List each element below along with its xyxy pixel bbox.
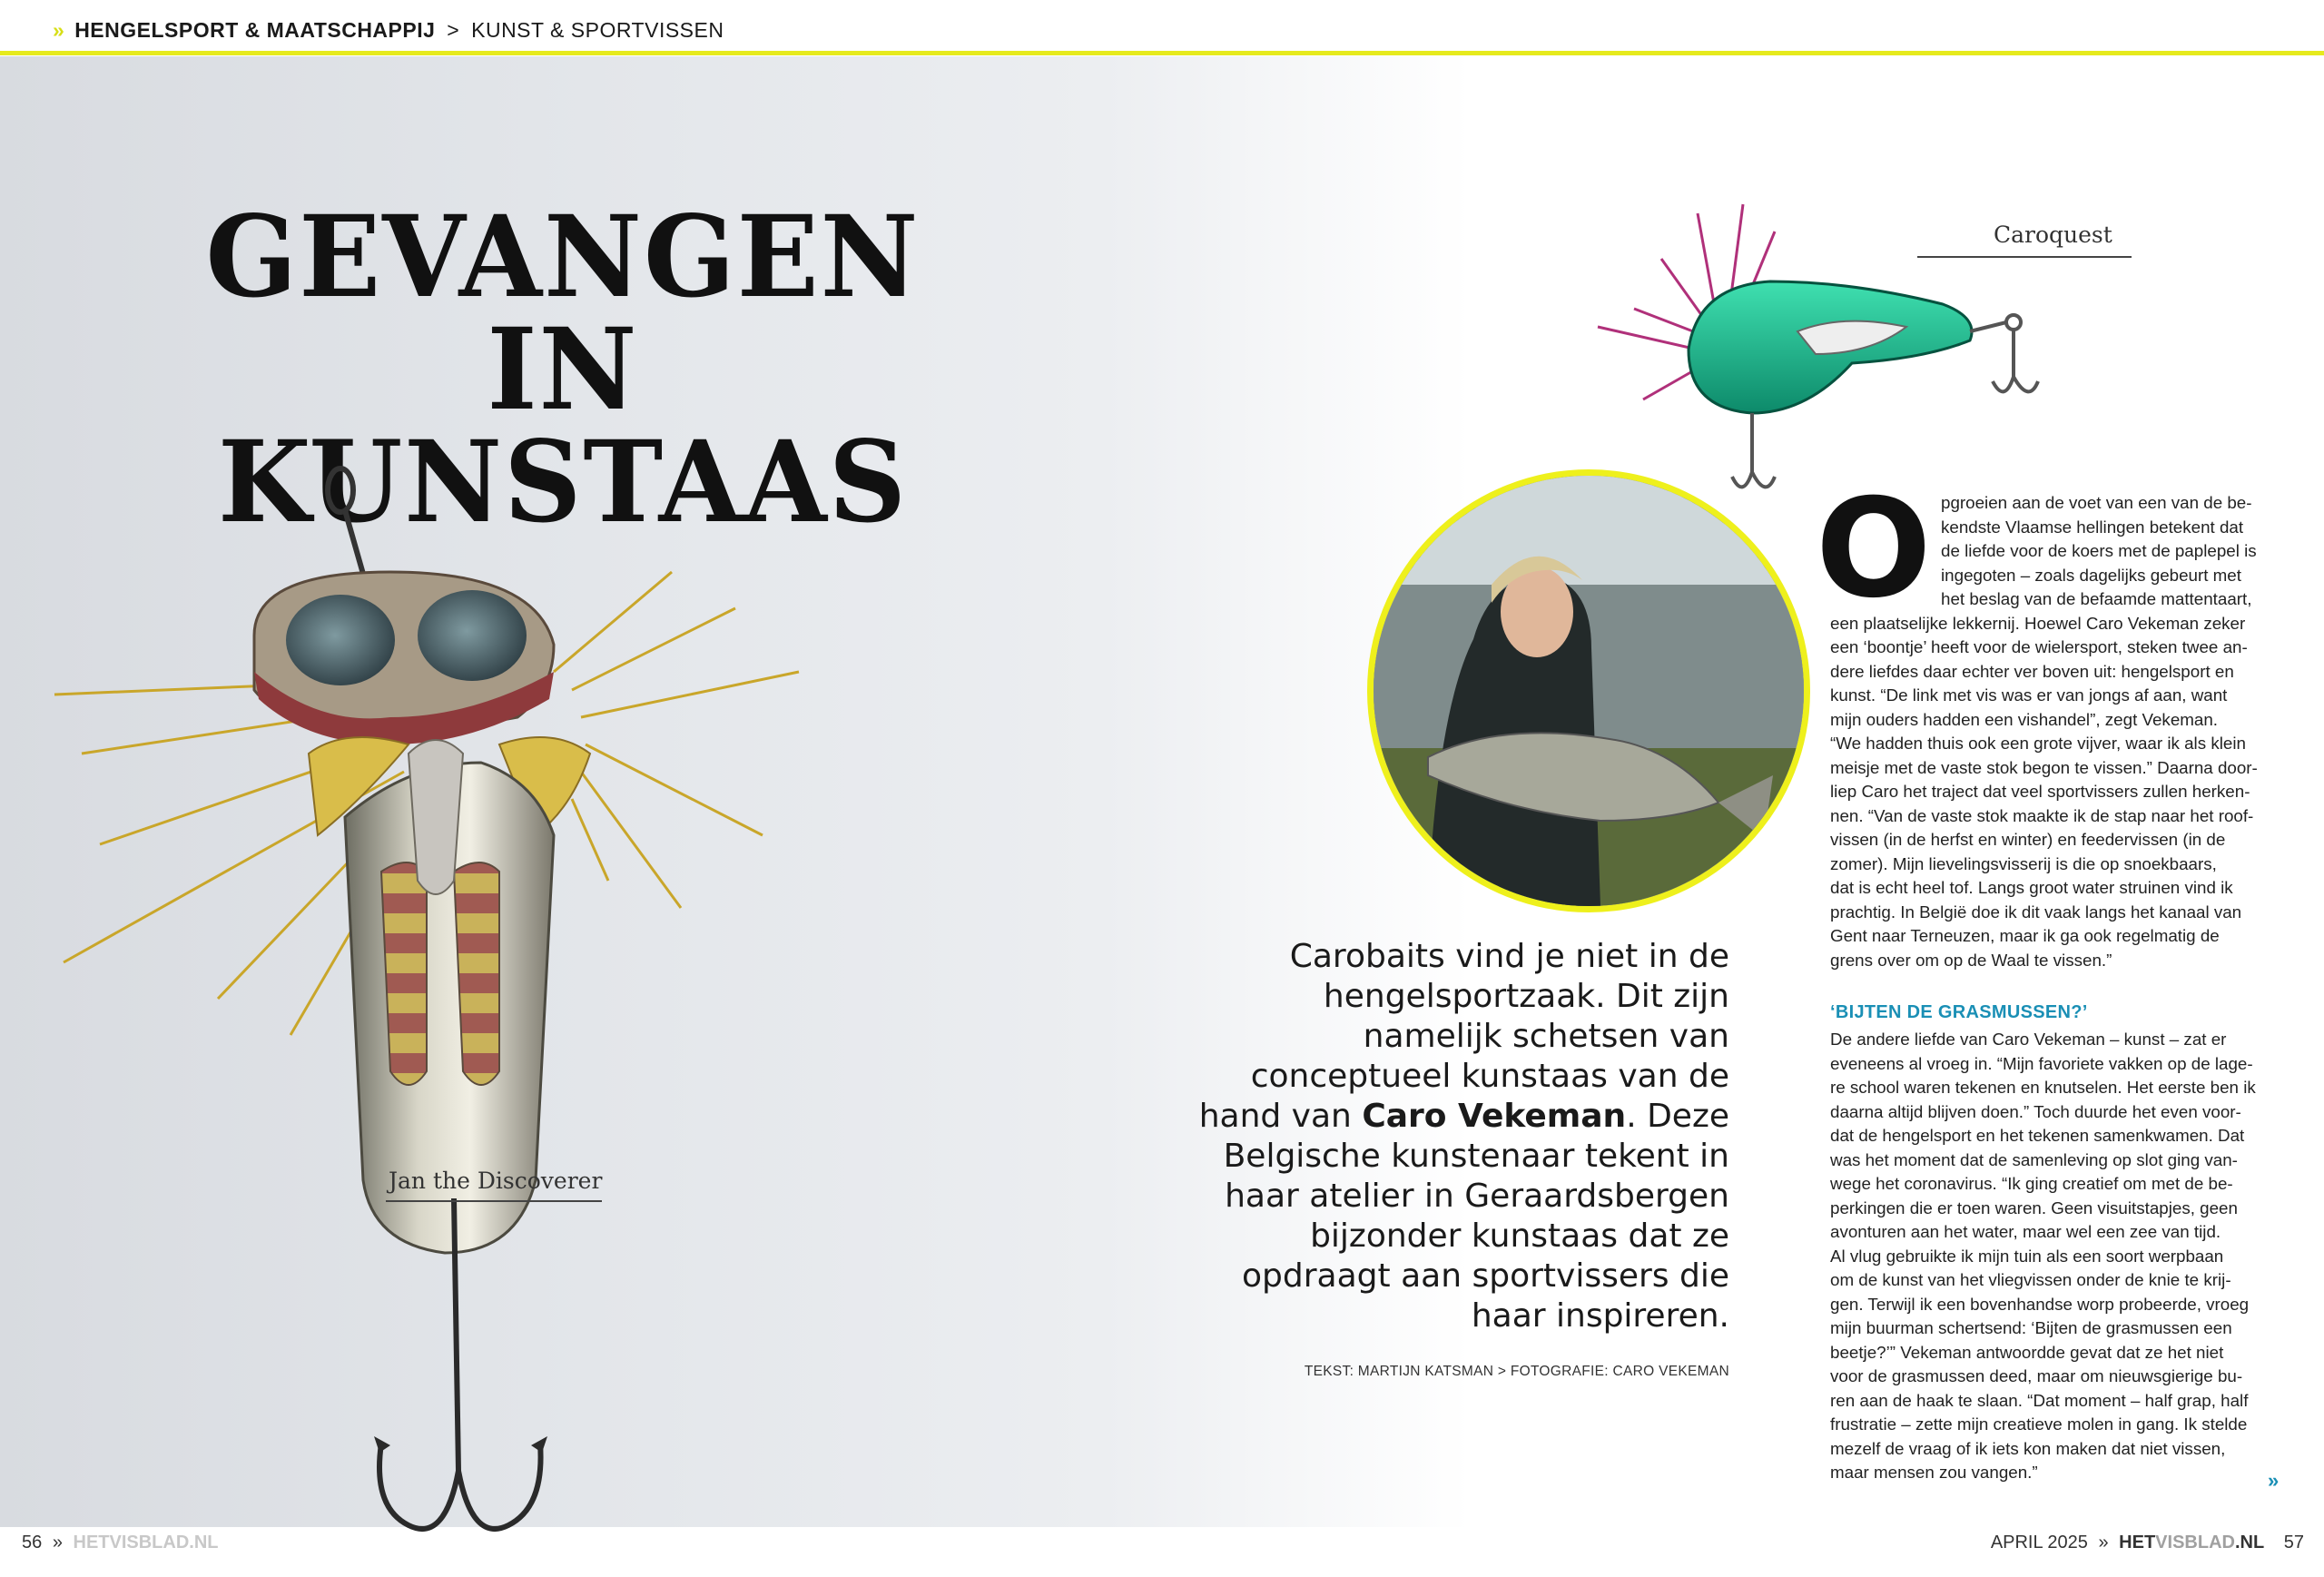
title-line-2: KUNSTAAS — [217, 415, 908, 548]
top-bar — [0, 0, 2324, 56]
chevron-icon: » — [53, 18, 65, 42]
body-line: het beslag van de befaamde mattentaart, — [1941, 589, 2252, 608]
body-line: maar mensen zou vangen.” — [1830, 1463, 2038, 1482]
drop-cap: O — [1816, 470, 1932, 628]
body-line: Gent naar Terneuzen, maar ik ga ook regelmatig de — [1830, 926, 2220, 945]
footer-left — [22, 1533, 219, 1553]
intro-text — [1198, 937, 1729, 1336]
body-line: Al vlug gebruikte ik mijn tuin als een soort werpbaan — [1830, 1246, 2224, 1266]
body-line: een ‘boontje’ heeft voor de wielersport, steken twee an- — [1830, 637, 2248, 656]
brand-het-right[interactable]: HET — [2119, 1533, 2156, 1552]
body-line: kunst. “De link met vis was er van jongs af aan, want — [1830, 685, 2228, 705]
body-text-2 — [1830, 1028, 2293, 1485]
body-line: pgroeien aan de voet van een van de be- — [1941, 493, 2252, 512]
body-line: eveneens al vroeg in. “Mijn favoriete vakken op de lage- — [1830, 1053, 2253, 1073]
brand-visblad-right[interactable]: VISBLAD — [2155, 1533, 2235, 1552]
body-line: De andere liefde van Caro Vekeman – kunst – zat er — [1830, 1030, 2227, 1049]
body-line: dat de hengelsport en het tekenen samenkwamen. Dat — [1830, 1126, 2245, 1145]
body-line: avonturen aan het water, maar wel een zee van tijd. — [1830, 1222, 2221, 1241]
brand-nl-left: .NL — [189, 1533, 219, 1552]
angler-photo-graphic — [1374, 476, 1804, 906]
footer-chevron-right: » — [2098, 1533, 2109, 1552]
brand-nl-right[interactable]: .NL — [2234, 1533, 2265, 1552]
body-line: mijn buurman schertsend: ‘Bijten de grasmussen een — [1830, 1318, 2232, 1337]
body-line: grens over om op de Waal te vissen.” — [1830, 950, 2112, 970]
body-line: mezelf de vraag of ik iets kon maken dat niet vissen, — [1830, 1438, 2226, 1458]
page-number-right: 57 — [2283, 1533, 2304, 1552]
body-line: dat is echt heel tof. Langs groot water struinen vind ik — [1830, 878, 2233, 897]
breadcrumb-section[interactable]: HENGELSPORT & MAATSCHAPPIJ — [74, 18, 436, 42]
label-main-lure: Jan the Discoverer — [389, 1168, 603, 1194]
body-line: de liefde voor de koers met de paplepel is — [1941, 541, 2257, 560]
body-line: “We hadden thuis ook een grote vijver, waar ik als klein — [1830, 734, 2246, 753]
body-line: perkingen die er toen waren. Geen visuitstapjes, geen — [1830, 1198, 2238, 1217]
body-line: om de kunst van het vliegvissen onder de knie te krij- — [1830, 1270, 2231, 1289]
body-line: re school waren tekenen en knutselen. Het eerste ben ik — [1830, 1078, 2256, 1097]
body-line: frustratie – zette mijn creatieve molen in gang. Ik stelde — [1830, 1414, 2248, 1434]
body-line: ingegoten – zoals dagelijks gebeurt met — [1941, 565, 2241, 585]
body-line: dere liefdes daar echter ver boven uit: hengelsport en — [1830, 661, 2234, 681]
subheading: ‘BIJTEN DE GRASMUSSEN?’ — [1830, 1002, 2088, 1022]
header-rule — [0, 51, 2324, 55]
body-line: ren aan de haak te slaan. “Dat moment – half grap, half — [1830, 1390, 2249, 1410]
angler-photo — [1367, 469, 1810, 912]
body-line: meisje met de vaste stok begon te vissen.” Daarna door- — [1830, 757, 2258, 777]
footer-chevron-left: » — [52, 1533, 63, 1552]
body-line: kendste Vlaamse hellingen betekent dat — [1941, 517, 2244, 537]
brand-visblad-left: VISBLAD — [109, 1533, 190, 1552]
body-line: mijn ouders hadden een vishandel”, zegt Vekeman. — [1830, 709, 2219, 729]
body-line: prachtig. In België doe ik dit vaak langs het kanaal van — [1830, 902, 2242, 922]
body-line: was het moment dat de samenleving op slot ging van- — [1830, 1149, 2238, 1169]
label-main-lure-line — [386, 1200, 602, 1202]
issue-date: APRIL 2025 — [1990, 1533, 2088, 1552]
intro-text-end: . Deze Belgische kunstenaar tekent in haar atelier in Geraardsbergen bijzonder kunstaas dat ze opdraagt aan sportvissers die haar inspireren. — [1223, 1098, 1729, 1335]
label-small-lure: Caroquest — [1994, 222, 2112, 248]
lure-illustration — [45, 454, 1226, 1543]
footer-right — [1991, 1533, 2304, 1553]
label-small-lure-line — [1917, 256, 2132, 258]
intro-text-start: Carobaits vind je niet in de hengelsportzaak. Dit zijn namelijk schetsen van conceptueel kunstaas van de hand van — [1198, 938, 1729, 1135]
brand-het-left: HET — [73, 1533, 110, 1552]
breadcrumb-subsection[interactable]: KUNST & SPORTVISSEN — [471, 18, 724, 42]
lure-illustration-small — [1580, 195, 2052, 504]
body-line: daarna altijd blijven doen.” Toch duurde het even voor- — [1830, 1101, 2241, 1121]
breadcrumb — [53, 18, 724, 43]
page-number-left: 56 — [22, 1533, 43, 1552]
body-line: gen. Terwijl ik een bovenhandse worp probeerde, vroeg — [1830, 1294, 2250, 1314]
continue-icon[interactable]: » — [2268, 1469, 2280, 1492]
title-line-1: GEVANGEN IN — [205, 190, 921, 436]
credits: TEKST: MARTIJN KATSMAN > FOTOGRAFIE: CARO VEKEMAN — [1304, 1364, 1729, 1379]
body-line: beetje?’” Vekeman antwoordde gevat dat ze het niet — [1830, 1342, 2224, 1362]
body-text-1 — [1830, 491, 2293, 972]
body-line: liep Caro het traject dat veel sportvissers zullen herken- — [1830, 782, 2250, 801]
artist-name: Caro Vekeman — [1362, 1098, 1627, 1135]
body-line: wege het coronavirus. “Ik ging creatief om met de be- — [1830, 1174, 2233, 1193]
breadcrumb-separator: > — [447, 18, 460, 42]
body-line: zomer). Mijn lievelingsvisserij is die op snoekbaars, — [1830, 853, 2217, 873]
body-line: nen. “Van de vaste stok maakte ik de stap naar het roof- — [1830, 805, 2254, 825]
body-line: voor de grasmussen deed, maar om nieuwsgierige bu- — [1830, 1366, 2243, 1385]
body-line: vissen (in de herfst en winter) en feedervissen (in de — [1830, 830, 2226, 849]
body-line: een plaatselijke lekkernij. Hoewel Caro Vekeman zeker — [1830, 613, 2246, 633]
